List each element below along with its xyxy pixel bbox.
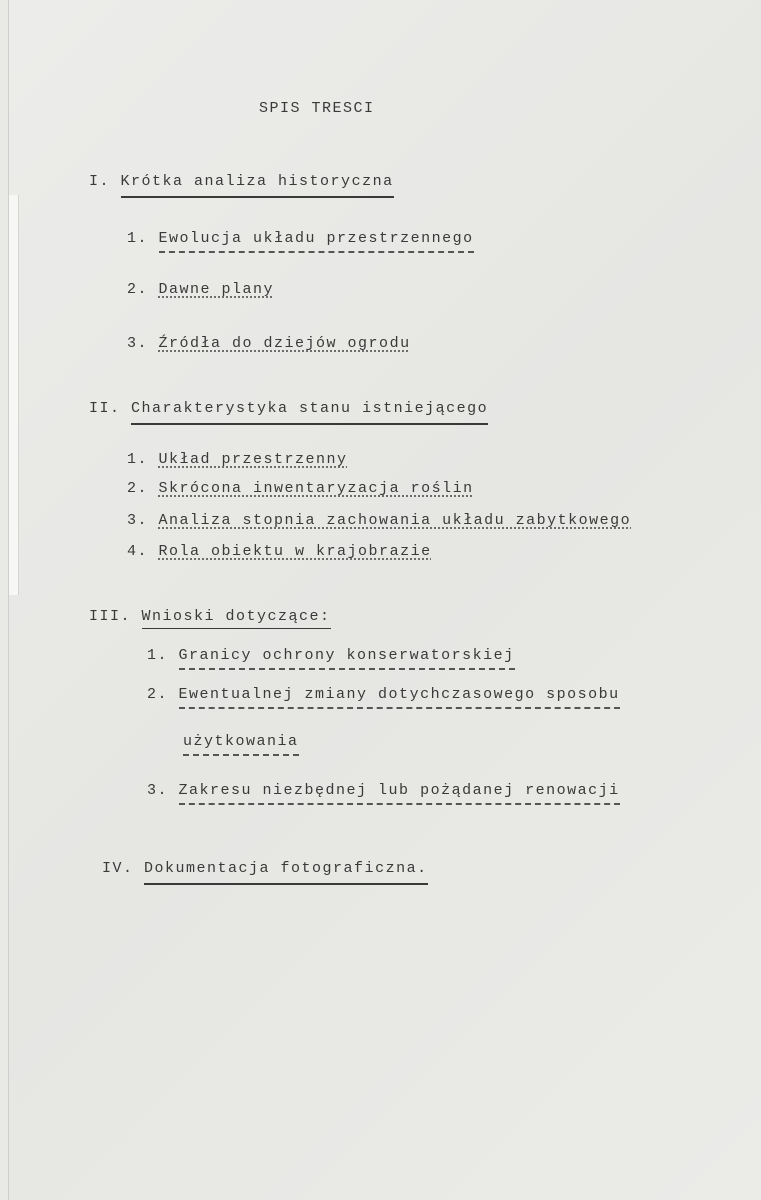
toc-item: 1. Granicy ochrony konserwatorskiej	[147, 647, 515, 664]
section-heading-1	[89, 173, 394, 190]
toc-item: 3. Źródła do dziejów ogrodu	[127, 335, 411, 352]
toc-item: 2. Ewentualnej zmiany dotychczasowego sposobu	[147, 686, 620, 703]
section-number: I.	[89, 173, 111, 190]
document-page	[8, 0, 761, 1200]
toc-item: 2. Skrócona inwentaryzacja roślin	[127, 480, 474, 497]
toc-item: 1. Układ przestrzenny	[127, 451, 348, 468]
toc-item: 1. Ewolucja układu przestrzennego	[127, 230, 474, 247]
toc-item: 4. Rola obiektu w krajobrazie	[127, 543, 432, 560]
toc-item: 3. Analiza stopnia zachowania układu zabytkowego	[127, 512, 632, 529]
toc-item: 2. Dawne plany	[127, 281, 275, 298]
section-heading-2: II. Charakterystyka stanu istniejącego	[89, 400, 488, 417]
section-heading-4: IV. Dokumentacja fotograficzna.	[102, 860, 428, 877]
document-title: SPIS TRESCI	[259, 100, 375, 117]
toc-item: 3. Zakresu niezbędnej lub pożądanej renowacji	[147, 782, 620, 799]
toc-item-continuation: użytkowania	[183, 733, 299, 750]
section-heading-3: III. Wnioski dotyczące:	[89, 608, 331, 625]
paper-edge	[9, 195, 19, 595]
section-title: Krótka analiza historyczna	[121, 173, 394, 198]
